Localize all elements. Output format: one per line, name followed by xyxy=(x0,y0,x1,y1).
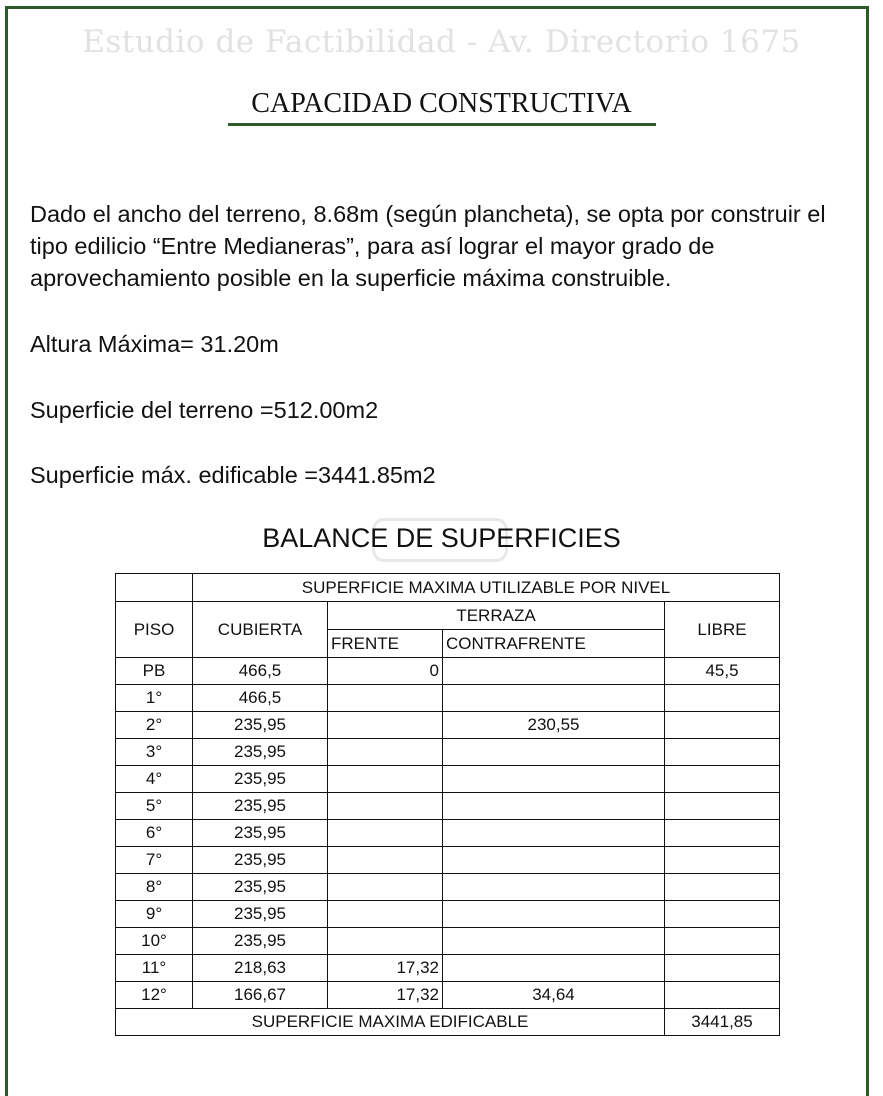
title-underline xyxy=(228,123,656,126)
cell-libre xyxy=(665,874,780,901)
cell-libre xyxy=(665,955,780,982)
table-footer-row xyxy=(116,1009,780,1036)
table-row xyxy=(116,847,780,874)
cell-piso: 9° xyxy=(116,901,193,928)
cell-piso: 11° xyxy=(116,955,193,982)
table-row xyxy=(116,928,780,955)
table-row xyxy=(116,982,780,1009)
cell-contrafrente xyxy=(443,685,665,712)
cell-contrafrente xyxy=(443,820,665,847)
cell-cubierta: 235,95 xyxy=(193,928,328,955)
table-corner-cell xyxy=(116,574,193,602)
page-title: Estudio de Factibilidad - Av. Directorio 1675 xyxy=(82,24,801,60)
cell-piso: 1° xyxy=(116,685,193,712)
footer-label: SUPERFICIE MAXIMA EDIFICABLE xyxy=(116,1009,665,1036)
superficie-terreno: Superficie del terreno =512.00m2 xyxy=(30,397,379,423)
cell-frente xyxy=(328,685,443,712)
cell-contrafrente xyxy=(443,766,665,793)
cell-frente xyxy=(328,874,443,901)
cell-contrafrente xyxy=(443,847,665,874)
cell-cubierta: 166,67 xyxy=(193,982,328,1009)
cell-libre xyxy=(665,847,780,874)
table-row xyxy=(116,739,780,766)
cell-contrafrente xyxy=(443,955,665,982)
cell-piso: 2° xyxy=(116,712,193,739)
superficie-edificable: Superficie máx. edificable =3441.85m2 xyxy=(30,462,436,488)
cell-piso: 3° xyxy=(116,739,193,766)
cell-cubierta: 218,63 xyxy=(193,955,328,982)
cell-cubierta: 235,95 xyxy=(193,793,328,820)
cell-contrafrente: 34,64 xyxy=(443,982,665,1009)
table-row xyxy=(116,820,780,847)
cell-frente: 17,32 xyxy=(328,982,443,1009)
cell-contrafrente: 230,55 xyxy=(443,712,665,739)
table-row xyxy=(116,793,780,820)
cell-contrafrente xyxy=(443,739,665,766)
header-cubierta: CUBIERTA xyxy=(193,602,328,658)
section-title: CAPACIDAD CONSTRUCTIVA xyxy=(251,88,632,119)
super-header: SUPERFICIE MAXIMA UTILIZABLE POR NIVEL xyxy=(193,574,780,602)
cell-cubierta: 235,95 xyxy=(193,847,328,874)
cell-cubierta: 235,95 xyxy=(193,874,328,901)
cell-cubierta: 466,5 xyxy=(193,685,328,712)
cell-libre xyxy=(665,685,780,712)
header-piso: PISO xyxy=(116,602,193,658)
cell-cubierta: 235,95 xyxy=(193,901,328,928)
table-row xyxy=(116,685,780,712)
table-row xyxy=(116,712,780,739)
intro-paragraph: Dado el ancho del terreno, 8.68m (según plancheta), se opta por construir el tipo edilicio “Entre Medianeras”, para así lograr el mayor grado de aprovechamiento posible en la superficie máxima construible. xyxy=(30,201,826,291)
balance-title: BALANCE DE SUPERFICIES xyxy=(262,523,621,553)
cell-libre xyxy=(665,739,780,766)
cell-frente xyxy=(328,766,443,793)
cell-frente xyxy=(328,847,443,874)
cell-piso: 8° xyxy=(116,874,193,901)
cell-piso: 10° xyxy=(116,928,193,955)
cell-piso: 4° xyxy=(116,766,193,793)
cell-libre xyxy=(665,712,780,739)
cell-contrafrente xyxy=(443,874,665,901)
cell-piso: 6° xyxy=(116,820,193,847)
cell-frente xyxy=(328,793,443,820)
cell-piso: 12° xyxy=(116,982,193,1009)
table-row xyxy=(116,955,780,982)
cell-contrafrente xyxy=(443,901,665,928)
cell-frente xyxy=(328,739,443,766)
table-row xyxy=(116,658,780,685)
table-row xyxy=(116,874,780,901)
header-terraza: TERRAZA xyxy=(328,602,665,630)
cell-contrafrente xyxy=(443,793,665,820)
cell-libre: 45,5 xyxy=(665,658,780,685)
table-row xyxy=(116,901,780,928)
cell-piso: 7° xyxy=(116,847,193,874)
cell-frente xyxy=(328,820,443,847)
balance-table xyxy=(115,573,780,1036)
header-contrafrente: CONTRAFRENTE xyxy=(443,630,665,658)
cell-contrafrente xyxy=(443,928,665,955)
header-frente: FRENTE xyxy=(328,630,443,658)
header-libre: LIBRE xyxy=(665,602,780,658)
cell-libre xyxy=(665,928,780,955)
cell-cubierta: 235,95 xyxy=(193,739,328,766)
cell-libre xyxy=(665,982,780,1009)
cell-frente xyxy=(328,901,443,928)
cell-libre xyxy=(665,766,780,793)
cell-libre xyxy=(665,793,780,820)
altura-maxima: Altura Máxima= 31.20m xyxy=(30,331,279,357)
cell-cubierta: 235,95 xyxy=(193,766,328,793)
cell-frente xyxy=(328,928,443,955)
table-header-row xyxy=(116,602,780,630)
cell-cubierta: 466,5 xyxy=(193,658,328,685)
cell-piso: 5° xyxy=(116,793,193,820)
cell-cubierta: 235,95 xyxy=(193,820,328,847)
cell-frente: 17,32 xyxy=(328,955,443,982)
cell-piso: PB xyxy=(116,658,193,685)
table-super-header-row xyxy=(116,574,780,602)
cell-frente xyxy=(328,712,443,739)
cell-contrafrente xyxy=(443,658,665,685)
table-row xyxy=(116,766,780,793)
cell-libre xyxy=(665,820,780,847)
cell-frente: 0 xyxy=(328,658,443,685)
footer-value: 3441,85 xyxy=(665,1009,780,1036)
cell-cubierta: 235,95 xyxy=(193,712,328,739)
cell-libre xyxy=(665,901,780,928)
